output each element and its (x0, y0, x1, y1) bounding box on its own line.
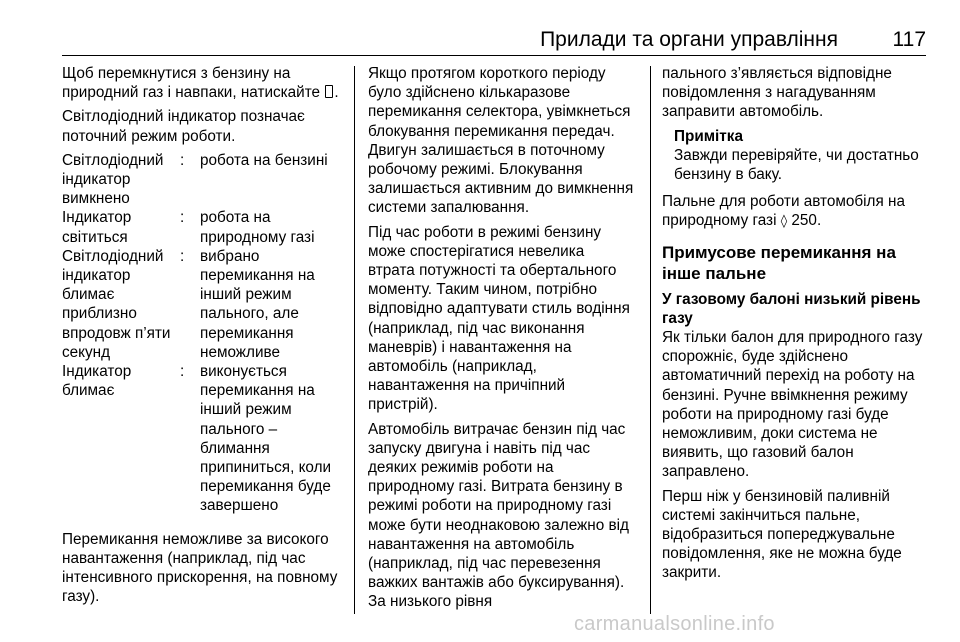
column-left (62, 64, 342, 611)
paragraph: Якщо протягом короткого періоду було здійснено кількаразове перемикання селектора, увімкнеться блокування перемикання передач. Двигун залишається в поточному робочому режимі. Блокування залишається активним до вимкнення системи запалювання. (368, 65, 634, 217)
indicator-row (62, 362, 342, 516)
paragraph: Світлодіодний індикатор позначає поточний режим роботи. (62, 108, 305, 145)
column-divider (650, 66, 651, 614)
indicator-row (62, 208, 342, 246)
indicator-table (62, 151, 342, 516)
paragraph (62, 64, 342, 102)
indicator-meaning: робота на природному газі (200, 209, 315, 246)
indicator-state: Індикатор світиться (62, 209, 132, 246)
note-box (662, 127, 932, 185)
indicator-meaning: вибрано перемикання на інший режим пального, але перемикання неможливе (200, 247, 315, 361)
section-heading: Примусове перемикання на інше пальне (662, 242, 896, 283)
page-number: 117 (892, 28, 926, 51)
fuel-switch-icon (325, 85, 333, 98)
page-ref-arrow-icon: ◊ (780, 214, 788, 230)
watermark: carmanualsonline.info (574, 613, 775, 635)
paragraph-text: Щоб перемкнутися з бензину на природний газ і навпаки, натискайте (62, 65, 321, 102)
indicator-row (62, 151, 342, 209)
paragraph: Як тільки балон для природного газу спорожніє, буде здійснено автоматичний перехід на роботу на бензині. Ручне ввімкнення режиму роботи на природному газі буде неможливим, доки система не виявить, що газовий балон заправлено. (662, 329, 923, 481)
indicator-state: Світлодіодний індикатор блимає приблизно впродовж п’яти секунд (62, 247, 171, 361)
page-header (62, 22, 926, 56)
separator: : (180, 151, 185, 169)
indicator-meaning: робота на бензині (200, 151, 328, 169)
indicator-state: Світлодіодний індикатор вимкнено (62, 151, 164, 208)
paragraph: Перемикання неможливе за високого навантаження (наприклад, під час інтенсивного прискорення, на повному газу). (62, 530, 338, 606)
column-middle (368, 64, 634, 617)
paragraph-text: Пальне для роботи автомобіля на природному газі (662, 193, 905, 230)
separator: : (180, 209, 185, 227)
separator: : (180, 247, 185, 265)
indicator-meaning: виконується перемикання на інший режим пального – блимання припиниться, коли перемикання буде завершено (200, 363, 332, 515)
paragraph-text: . (334, 84, 339, 102)
column-right (662, 64, 932, 588)
indicator-state: Індикатор блимає (62, 363, 132, 400)
separator: : (180, 363, 185, 381)
subsection-heading: У газовому балоні низький рівень газу (662, 290, 921, 327)
paragraph: пального з’являється відповідне повідомлення з нагадуванням заправити автомобіль. (662, 65, 892, 121)
page-title: Прилади та органи управління (540, 28, 838, 51)
note-title: Примітка (674, 127, 743, 145)
paragraph (662, 192, 932, 231)
paragraph: Перш ніж у бензиновій паливній системі закінчиться пальне, відобразиться попереджувальне повідомлення, яке не можна буде закрити. (662, 487, 902, 582)
note-text: Завжди перевіряйте, чи достатньо бензину в баку. (674, 146, 919, 184)
column-divider (354, 66, 355, 614)
paragraph: Автомобіль витрачає бензин під час запуску двигуна і навіть під час деяких режимів роботи на природному газі. Витрата бензину в режимі роботи на природному газі може бути неоднаковою залежно від навантаження на автомобіль (наприклад, під час перевезення важких вантажів або буксирування). За низького рівня (368, 420, 629, 611)
indicator-row (62, 247, 342, 362)
header-rule (62, 55, 926, 56)
paragraph: Під час роботи в режимі бензину може спостерігатися невелика втрата потужності та обертального моменту. Таким чином, потрібно відповідно адаптувати стиль водіння (наприклад, під час виконання маневрів) і навантаження на автомобіль (наприклад, навантаження на причіпний пристрій). (368, 223, 630, 414)
page-ref-link[interactable]: 250. (791, 212, 822, 230)
